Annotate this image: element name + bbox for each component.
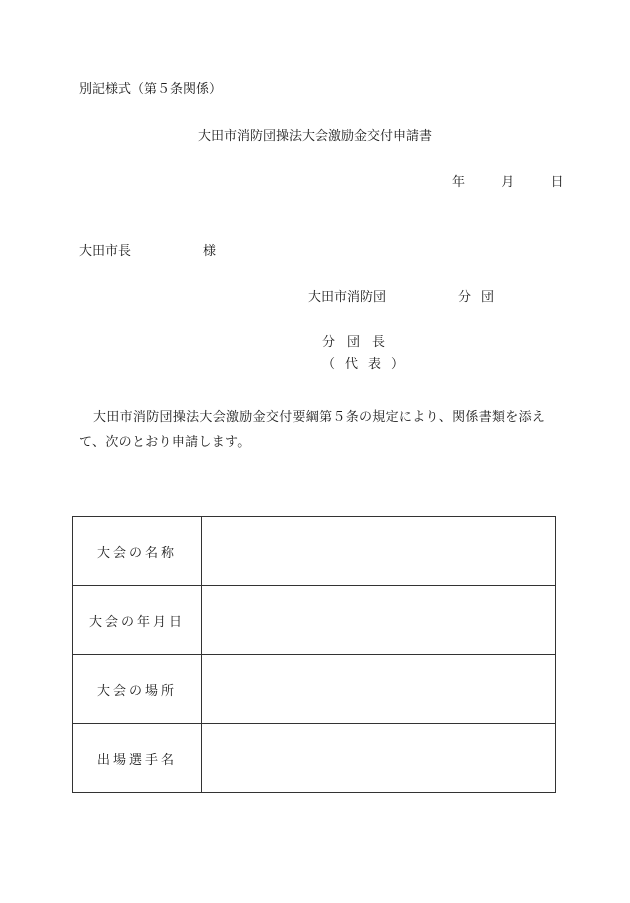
application-details-table xyxy=(72,516,556,793)
table-row xyxy=(73,655,556,724)
unit-leader-label: 分団長 xyxy=(322,335,398,350)
applicant-organization xyxy=(308,291,504,304)
table-row xyxy=(73,724,556,793)
row-label: 大会の名称 xyxy=(73,517,202,586)
addressee-name: 大田市長 xyxy=(79,244,132,259)
row-label: 出場選手名 xyxy=(73,724,202,793)
form-reference-label: 別記様式（第５条関係） xyxy=(79,82,223,97)
application-statement: 大田市消防団操法大会激励金交付要綱第５条の規定により、関係書類を添えて、次のとおり申請します。 xyxy=(79,410,546,450)
unit-label: 分団 xyxy=(458,290,505,305)
date-day: 日 xyxy=(550,175,564,190)
row-label: 大会の場所 xyxy=(73,655,202,724)
row-value-field[interactable] xyxy=(202,517,556,586)
table-row xyxy=(73,517,556,586)
row-label: 大会の年月日 xyxy=(73,586,202,655)
organization-name: 大田市消防団 xyxy=(308,290,387,305)
addressee xyxy=(79,245,216,258)
representative-label: （代表） xyxy=(322,357,415,372)
table-row xyxy=(73,586,556,655)
addressee-honorific: 様 xyxy=(203,244,217,259)
date-month: 月 xyxy=(501,175,515,190)
row-value-field[interactable] xyxy=(202,655,556,724)
date-year: 年 xyxy=(452,175,466,190)
row-value-field[interactable] xyxy=(202,586,556,655)
row-value-field[interactable] xyxy=(202,724,556,793)
document-title: 大田市消防団操法大会激励金交付申請書 xyxy=(197,129,432,144)
date-line xyxy=(452,176,564,189)
